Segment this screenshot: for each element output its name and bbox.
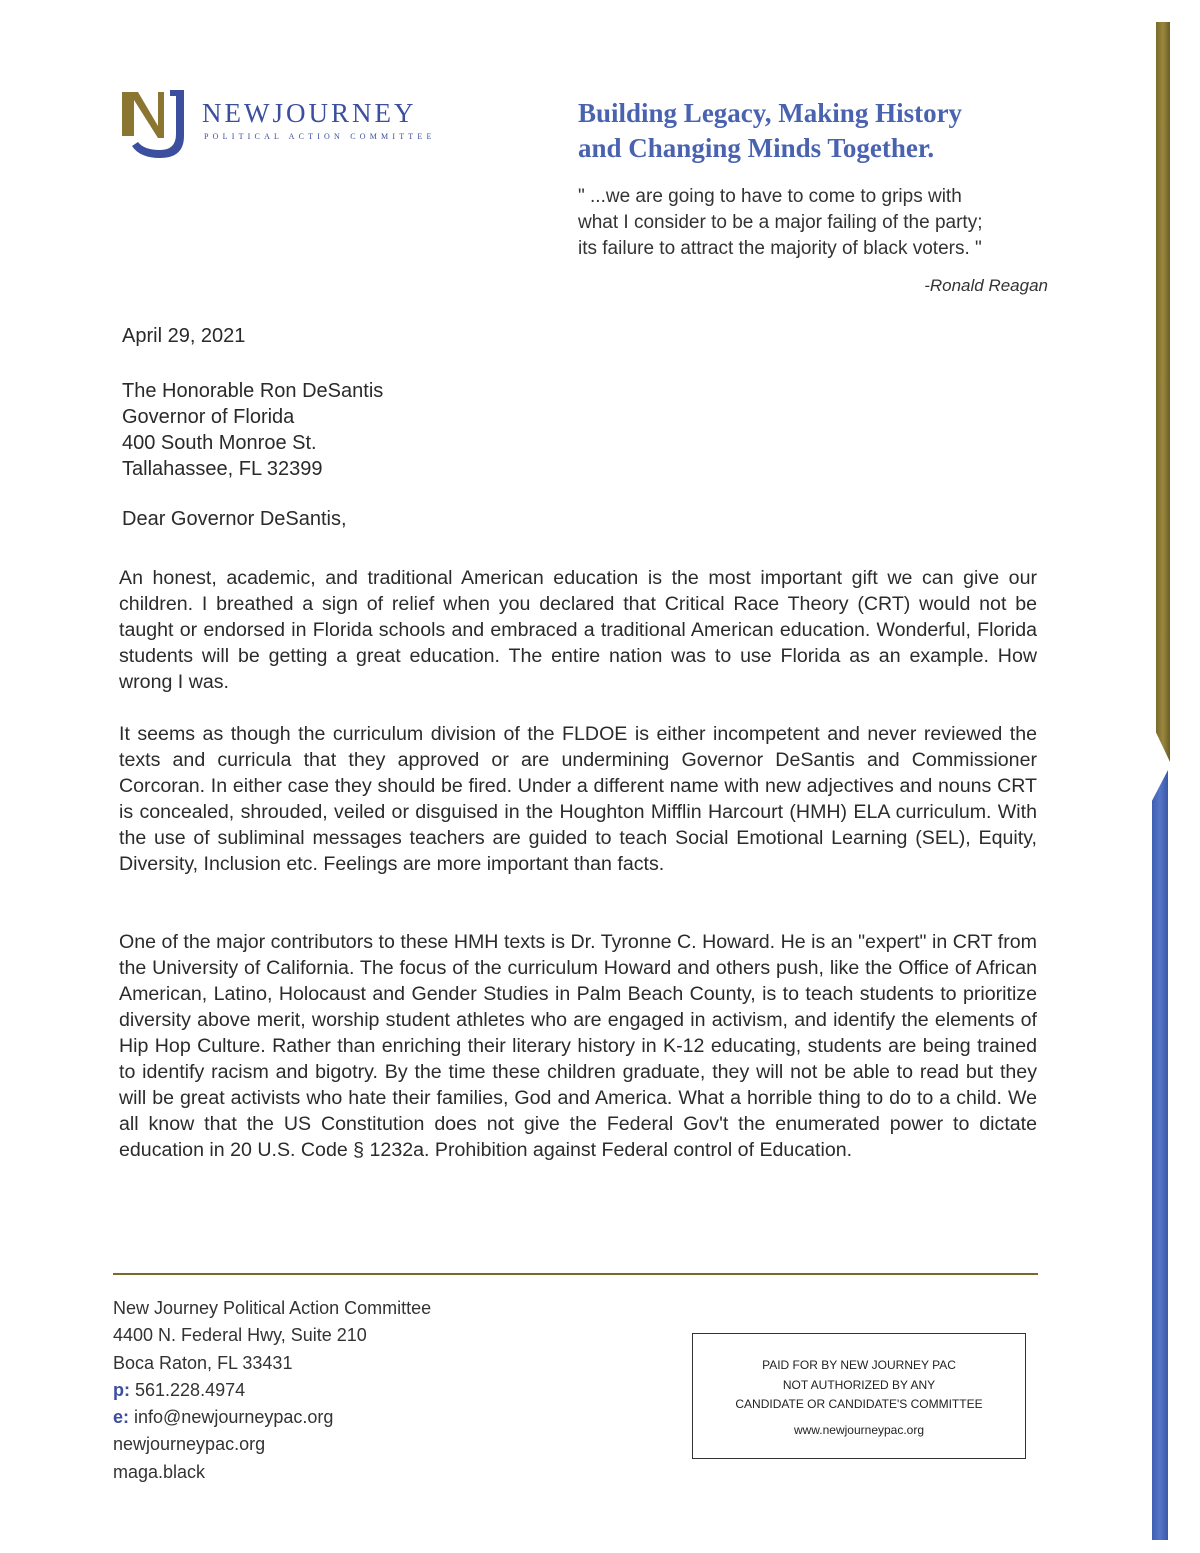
tagline-line: Building Legacy, Making History	[578, 98, 963, 128]
quote-attribution: -Ronald Reagan	[924, 276, 1048, 295]
address-line: 400 South Monroe St.	[122, 432, 317, 454]
phone-number: 561.228.4974	[135, 1379, 246, 1400]
street-address: 4400 N. Federal Hwy, Suite 210	[113, 1325, 367, 1346]
email-address: info@newjourneypac.org	[134, 1407, 334, 1428]
logo-subtitle: POLITICAL ACTION COMMITTEE	[204, 132, 436, 141]
logo	[118, 86, 478, 166]
address-line: Governor of Florida	[122, 406, 295, 428]
address-line: Tallahassee, FL 32399	[122, 458, 323, 480]
quote-line: what I consider to be a major failing of the party;	[578, 212, 983, 233]
disclaimer-line: CANDIDATE OR CANDIDATE'S COMMITTEE	[735, 1397, 983, 1411]
address-line: The Honorable Ron DeSantis	[122, 380, 384, 402]
footer-contact	[113, 1295, 431, 1486]
body-paragraph: It seems as though the curriculum division of the FLDOE is either incompetent and never reviewed the texts and curricula that they approved or are undermining Governor DeSantis and Commissioner Corcoran. In either case they should be fired. Under a different name with new adjectives and nouns CRT is concealed, shrouded, veiled or disguised in the Houghton Mifflin Harcourt (HMH) ELA curriculum. With the use of subliminal messages teachers are guided to teach Social Emotional Learning (SEL), Equity, Diversity, Inclusion etc. Feelings are more important than facts.	[119, 723, 1037, 875]
quote-line: its failure to attract the majority of black voters. "	[578, 238, 982, 259]
quote-line: " ...we are going to have to come to grips with	[578, 186, 962, 207]
logo-name: NEWJOURNEY	[202, 98, 417, 128]
disclaimer-line: NOT AUTHORIZED BY ANY	[782, 1377, 936, 1392]
salutation: Dear Governor DeSantis,	[122, 508, 347, 530]
phone-row	[113, 1377, 431, 1404]
body-paragraph: An honest, academic, and traditional American education is the most important gift we can give our children. I breathed a sign of relief when you declared that Critical Race Theory (CRT) would not be taught or endorsed in Florida schools and embraced a traditional American education. Wonderful, Florida students will be getting a great education. The entire nation was to use Florida as an example. How wrong I was.	[119, 567, 1037, 693]
org-name: New Journey Political Action Committee	[113, 1298, 432, 1318]
city-state-zip: Boca Raton, FL 33431	[113, 1352, 293, 1373]
alt-site-link: maga.black	[113, 1461, 206, 1482]
website-link: newjourneypac.org	[113, 1434, 266, 1455]
gold-edge-bar	[1156, 22, 1170, 762]
email-row	[113, 1404, 431, 1431]
disclaimer-line: PAID FOR BY NEW JOURNEY PAC	[762, 1358, 956, 1372]
body-paragraph: One of the major contributors to these HMH texts is Dr. Tyronne C. Howard. He is an "expert" in CRT from the University of California. The focus of the curriculum Howard and others push, like the Office of African American, Latino, Holocaust and Gender Studies in Palm Beach County, is to teach students to prioritize diversity above merit, worship student athletes who are engaged in activism, and identify the elements of Hip Hop Culture. Rather than enriching their literary history in K-12 educating, students are being trained to identify racism and bigotry. By the time these children graduate, they will not be able to read but they will be great activists who hate their families, God and America. What a horrible thing to do to a child. We all know that the US Constitution does not give the Federal Gov't the enumerated power to dictate education in 20 U.S. Code § 1232a. Prohibition against Federal control of Education.	[119, 931, 1037, 1161]
tagline	[578, 96, 1078, 166]
paid-for-disclaimer	[692, 1333, 1026, 1459]
phone-label: p:	[113, 1379, 135, 1400]
email-label: e:	[113, 1407, 135, 1428]
disclaimer-url: www.newjourneypac.org	[793, 1422, 925, 1437]
letter-date: April 29, 2021	[122, 325, 246, 347]
tagline-line: and Changing Minds Together.	[578, 133, 935, 163]
blue-edge-bar	[1152, 770, 1168, 1540]
reagan-quote	[578, 184, 1058, 262]
footer-divider	[113, 1273, 1038, 1275]
nj-monogram-icon	[118, 86, 198, 166]
recipient-address	[122, 378, 383, 482]
